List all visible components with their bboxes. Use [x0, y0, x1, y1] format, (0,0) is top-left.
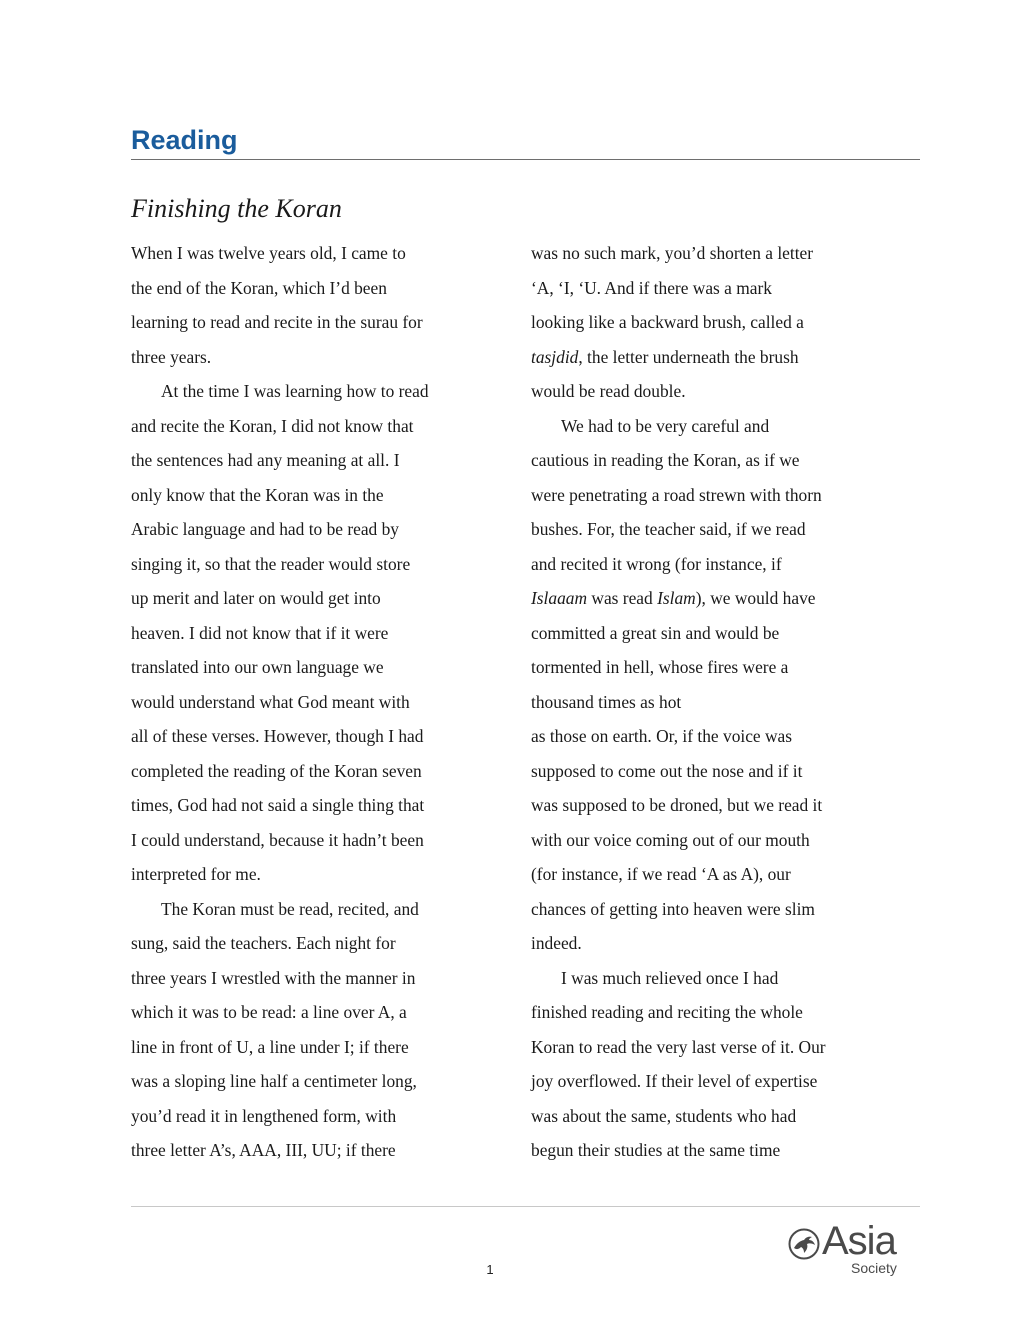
- text-line: and recited it wrong (for instance, if: [531, 553, 782, 574]
- text-line: thousand times as hot: [531, 691, 682, 712]
- text-line: (for instance, if we read ‘A as A), our: [531, 864, 791, 884]
- text-line: We had to be very careful and: [561, 415, 770, 436]
- text-line: committed a great sin and would be: [531, 622, 780, 643]
- text-line: line in front of U, a line under I; if there: [131, 1036, 409, 1057]
- text-line: which it was to be read: a line over A, a: [131, 1002, 407, 1022]
- italic-term-islam: Islam: [657, 588, 696, 608]
- text-line: as those on earth. Or, if the voice was: [531, 726, 793, 746]
- text-line: ‘A, ‘I, ‘U. And if there was a mark: [531, 277, 772, 298]
- text-column-left: [131, 236, 476, 1168]
- page-number: 1: [486, 1262, 494, 1277]
- text-line: joy overflowed. If their level of expertise: [531, 1071, 818, 1091]
- text-line: bushes. For, the teacher said, if we read: [531, 519, 806, 539]
- logo-subtitle: Society: [851, 1260, 897, 1276]
- text-fragment: ), we would have: [695, 588, 816, 608]
- asia-society-logo: [786, 1219, 902, 1280]
- text-line: you’d read it in lengthened form, with: [131, 1105, 397, 1126]
- text-line: supposed to come out the nose and if it: [531, 760, 803, 781]
- text-line: chances of getting into heaven were slim: [531, 898, 815, 919]
- story-title: Finishing the Koran: [131, 194, 342, 223]
- text-line: three years.: [131, 346, 212, 367]
- text-line: times, God had not said a single thing that: [131, 795, 425, 815]
- text-line: up merit and later on would get into: [131, 588, 381, 608]
- logo-wordmark: Asia: [822, 1219, 896, 1263]
- text-line: finished reading and reciting the whole: [531, 1002, 803, 1022]
- section-title: Reading: [131, 125, 238, 155]
- text-line: translated into our own language we: [131, 657, 384, 677]
- text-line: When I was twelve years old, I came to: [131, 243, 406, 263]
- text-line: would be read double.: [531, 381, 686, 401]
- text-line: At the time I was learning how to read: [161, 381, 429, 401]
- text-line: with our voice coming out of our mouth: [531, 829, 810, 850]
- text-line: was no such mark, you’d shorten a letter: [531, 243, 814, 263]
- text-line: [531, 340, 876, 375]
- text-line: [531, 581, 876, 616]
- text-line: the end of the Koran, which I’d been: [131, 277, 387, 298]
- text-line: cautious in reading the Koran, as if we: [531, 450, 800, 470]
- text-line: looking like a backward brush, called a: [531, 312, 804, 332]
- text-line: learning to read and recite in the surau for: [131, 312, 423, 332]
- text-line: completed the reading of the Koran seven: [131, 760, 422, 781]
- text-line: I could understand, because it hadn’t been: [131, 829, 424, 850]
- text-line: Arabic language and had to be read by: [131, 519, 399, 539]
- text-fragment: was read: [587, 588, 658, 608]
- text-line: interpreted for me.: [131, 864, 261, 884]
- text-line: singing it, so that the reader would store: [131, 553, 411, 574]
- text-line: was about the same, students who had: [531, 1105, 797, 1126]
- text-line: begun their studies at the same time: [531, 1140, 781, 1160]
- text-line: was a sloping line half a centimeter long,: [131, 1071, 417, 1091]
- text-line: three letter A’s, AAA, III, UU; if there: [131, 1140, 396, 1160]
- text-line: The Koran must be read, recited, and: [161, 898, 419, 919]
- text-line: sung, said the teachers. Each night for: [131, 933, 396, 953]
- text-fragment: , the letter underneath the brush: [578, 346, 799, 367]
- text-line: indeed.: [531, 933, 582, 953]
- italic-term-islaaam: Islaaam: [531, 588, 588, 608]
- italic-term-tasjdid: tasjdid: [531, 346, 579, 367]
- asia-society-emblem-icon: [788, 1228, 820, 1260]
- text-column-right: [531, 236, 876, 1168]
- text-line: three years I wrestled with the manner in: [131, 967, 416, 988]
- text-line: the sentences had any meaning at all. I: [131, 450, 400, 470]
- text-line: heaven. I did not know that if it were: [131, 622, 389, 643]
- text-line: and recite the Koran, I did not know that: [131, 415, 414, 436]
- footer-divider: [131, 1206, 920, 1207]
- header-divider: [131, 159, 920, 160]
- text-line: I was much relieved once I had: [561, 967, 779, 988]
- text-line: were penetrating a road strewn with thorn: [531, 484, 822, 505]
- text-line: only know that the Koran was in the: [131, 484, 384, 505]
- text-line: would understand what God meant with: [131, 691, 410, 712]
- text-line: tormented in hell, whose fires were a: [531, 657, 789, 677]
- text-line: was supposed to be droned, but we read it: [531, 795, 823, 815]
- text-line: all of these verses. However, though I had: [131, 726, 424, 746]
- text-line: Koran to read the very last verse of it. Our: [531, 1036, 826, 1057]
